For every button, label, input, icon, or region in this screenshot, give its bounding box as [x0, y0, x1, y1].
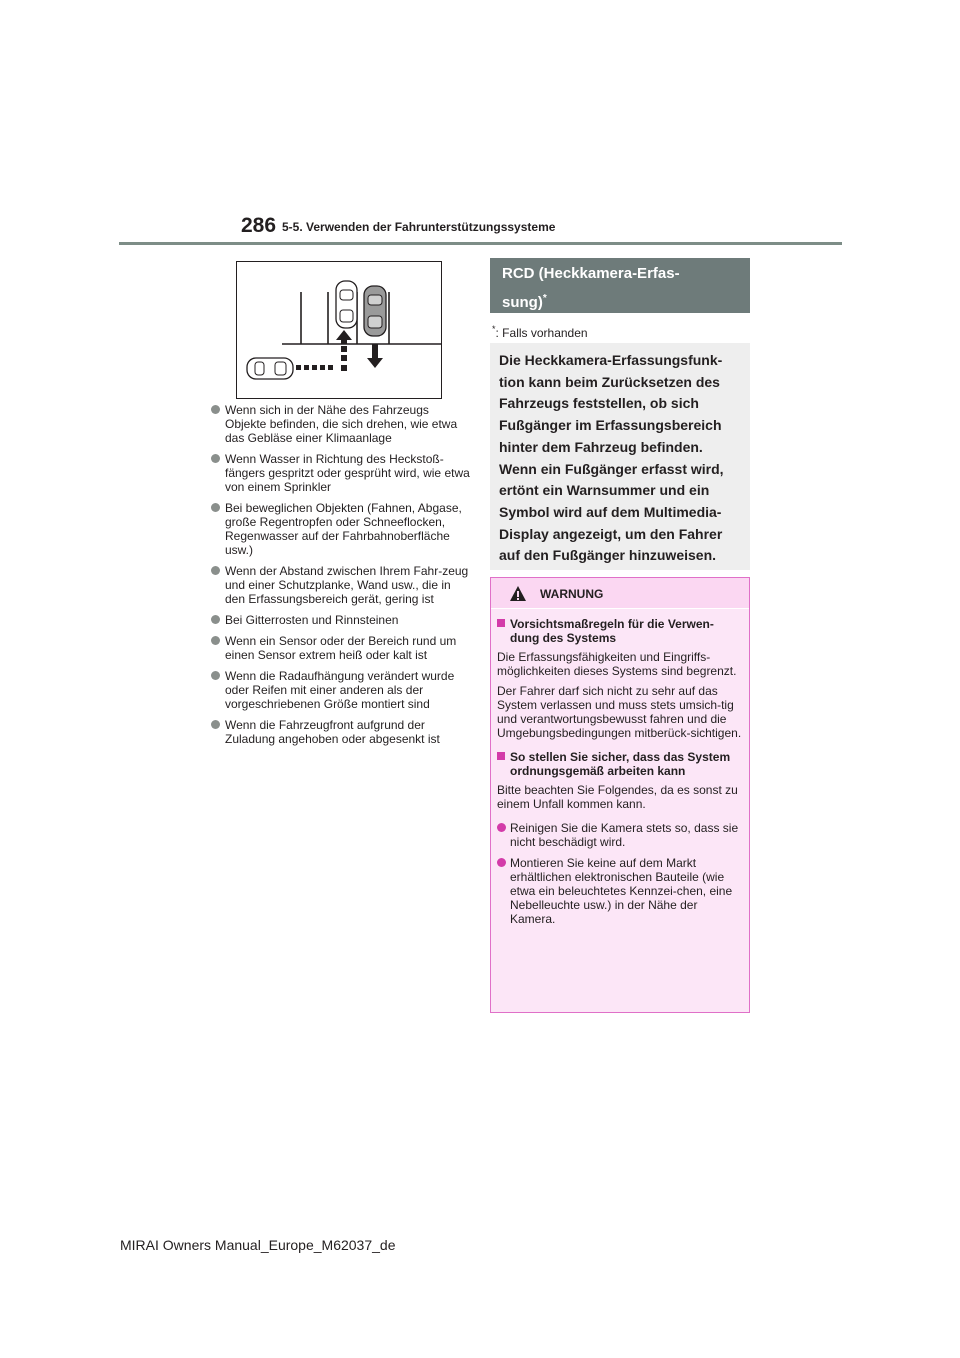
conditions-list: [211, 403, 471, 753]
bullet-icon: [211, 454, 220, 463]
bullet-icon: [211, 720, 220, 729]
warning-subheading: Vorsichtsmaßregeln für die Verwen-dung des Systems: [497, 617, 743, 645]
arrow-down-icon: [367, 344, 383, 368]
warning-paragraph: Die Erfassungsfähigkeiten und Eingriffs-möglichkeiten dieses Systems sind begrenzt.: [497, 650, 737, 678]
bullet-icon: [497, 823, 506, 832]
arrow-up-icon: [336, 330, 352, 344]
list-item: Bei beweglichen Objekten (Fahnen, Abgase, große Regentropfen oder Schneeflocken, Regenwasser auf der Fahrbahnoberfläche usw.): [211, 501, 471, 557]
warning-list-item: Montieren Sie keine auf dem Markt erhältlichen elektronischen Bauteile (wie etwa ein beleuchtetes Kennzei-chen, eine Nebelleuchte usw.) in der Nähe der Kamera.: [497, 856, 743, 926]
list-item: Wenn die Fahrzeugfront aufgrund der Zuladung angehoben oder abgesenkt ist: [211, 718, 471, 746]
parking-diagram: [237, 262, 441, 398]
bullet-icon: [211, 636, 220, 645]
section-header: 5-5. Verwenden der Fahrunterstützungssysteme: [282, 220, 556, 234]
parked-car: [336, 281, 357, 328]
square-bullet-icon: [497, 752, 505, 760]
page-footer: MIRAI Owners Manual_Europe_M62037_de: [120, 1237, 396, 1253]
path-dots: [296, 346, 347, 371]
list-item: Wenn die Radaufhängung verändert wurde oder Reifen mit einer anderen als der vorgeschriebenen Größe montiert sind: [211, 669, 471, 711]
page-number: 286: [241, 214, 277, 237]
warning-triangle-icon: [509, 585, 527, 603]
warning-box: [490, 577, 750, 1013]
list-item: Wenn Wasser in Richtung des Heckstoß-fängers gespritzt oder gesprüht wird, wie etwa von einem Sprinkler: [211, 452, 471, 494]
reversing-car: [364, 286, 386, 336]
header-rule: [119, 242, 842, 245]
list-item: Wenn der Abstand zwischen Ihrem Fahr-zeug und einer Schutzplanke, Wand usw., die in den Erfassungsbereich gerät, gering ist: [211, 564, 471, 606]
rcd-title-box: [490, 258, 750, 313]
rcd-description: Die Heckkamera-Erfassungsfunk-tion kann beim Zurücksetzen des Fahrzeugs feststellen, ob sich Fußgänger im Erfassungsbereich hinter dem Fahrzeug befinden. Wenn ein Fußgänger erfasst wird, ertönt ein Warnsummer und ein Symbol wird auf dem Multimedia-Display angezeigt, um den Fahrer auf den Fußgänger hinzuweisen.: [490, 343, 750, 570]
warning-body: [491, 609, 749, 1012]
rcd-title-mark: *: [542, 293, 547, 304]
list-item: Bei Gitterrosten und Rinnsteinen: [211, 613, 471, 627]
square-bullet-icon: [497, 619, 505, 627]
warning-paragraph: Der Fahrer darf sich nicht zu sehr auf das System verlassen und muss stets umsich-tig und verantwortungsbewusst fahren und die Umgebungsbedingungen mitberück-sichtigen.: [497, 684, 742, 740]
rcd-title-line2: sung): [502, 294, 543, 311]
approaching-car: [247, 358, 293, 379]
list-item: Wenn ein Sensor oder der Bereich rund um einen Sensor extrem heiß oder kalt ist: [211, 634, 471, 662]
bullet-icon: [211, 615, 220, 624]
bullet-icon: [497, 858, 506, 867]
bullet-icon: [211, 405, 220, 414]
warning-subheading: So stellen Sie sicher, dass das System ordnungsgemäß arbeiten kann: [497, 750, 743, 778]
rcd-title-line1: RCD (Heckkamera-Erfas-: [502, 265, 680, 282]
warning-header: [491, 578, 749, 608]
warning-title: WARNUNG: [540, 587, 604, 601]
warning-list-item: Reinigen Sie die Kamera stets so, dass sie nicht beschädigt wird.: [497, 821, 743, 849]
warning-paragraph: Bitte beachten Sie Folgendes, da es sonst zu einem Unfall kommen kann.: [497, 783, 738, 811]
bullet-icon: [211, 671, 220, 680]
list-item: Wenn sich in der Nähe des Fahrzeugs Objekte befinden, die sich drehen, wie etwa das Gebläse einer Klimaanlage: [211, 403, 471, 445]
bullet-icon: [211, 566, 220, 575]
parking-illustration: [236, 261, 442, 399]
footnote: *: Falls vorhanden: [492, 324, 588, 340]
bullet-icon: [211, 503, 220, 512]
